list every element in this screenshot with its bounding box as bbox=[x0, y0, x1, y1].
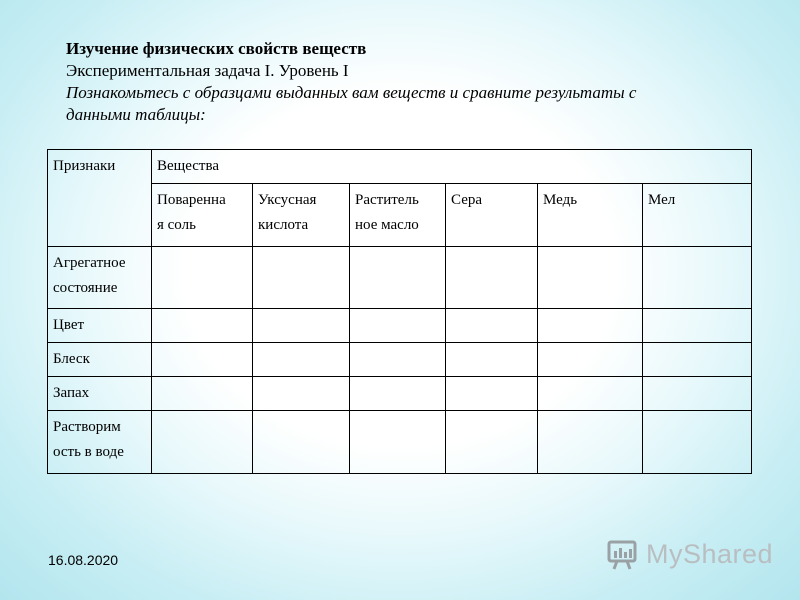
substance-name-line: Раститель bbox=[355, 192, 419, 208]
empty-answer-cell[interactable] bbox=[253, 309, 350, 343]
empty-answer-cell[interactable] bbox=[643, 247, 752, 309]
substance-header-cell bbox=[446, 184, 538, 247]
empty-answer-cell[interactable] bbox=[350, 309, 446, 343]
empty-answer-cell[interactable] bbox=[253, 411, 350, 474]
empty-answer-cell[interactable] bbox=[152, 411, 253, 474]
empty-answer-cell[interactable] bbox=[350, 343, 446, 377]
table-row bbox=[48, 343, 752, 377]
substance-header-cell bbox=[538, 184, 643, 247]
substance-name-line: Медь bbox=[543, 192, 578, 208]
substance-header-cell bbox=[643, 184, 752, 247]
property-label-cell bbox=[48, 247, 152, 309]
property-label-line: Цвет bbox=[53, 317, 85, 333]
substance-names-row bbox=[48, 184, 752, 247]
corner-header-label: Признаки bbox=[53, 158, 116, 174]
substance-header-cell bbox=[350, 184, 446, 247]
property-label-line: Блеск bbox=[53, 351, 90, 367]
substance-name-line: Сера bbox=[451, 192, 483, 208]
property-label-line: ость в воде bbox=[53, 444, 124, 460]
instruction-line-1: Познакомьтесь с образцами выданных вам веществ и сравните результаты с bbox=[66, 83, 637, 102]
empty-answer-cell[interactable] bbox=[253, 247, 350, 309]
instruction-line-2: данными таблицы: bbox=[66, 105, 206, 124]
empty-answer-cell[interactable] bbox=[446, 411, 538, 474]
myshared-logo-text: MyShared bbox=[646, 538, 774, 569]
empty-answer-cell[interactable] bbox=[446, 247, 538, 309]
table-row bbox=[48, 377, 752, 411]
table-row bbox=[48, 247, 752, 309]
empty-answer-cell[interactable] bbox=[446, 377, 538, 411]
empty-answer-cell[interactable] bbox=[446, 343, 538, 377]
table-header-row bbox=[48, 150, 752, 184]
substance-name-line: Мел bbox=[648, 192, 676, 208]
empty-answer-cell[interactable] bbox=[643, 377, 752, 411]
substance-name-line: кислота bbox=[258, 217, 309, 233]
property-label-cell bbox=[48, 411, 152, 474]
property-label-cell bbox=[48, 309, 152, 343]
property-label-cell bbox=[48, 377, 152, 411]
substance-header-cell bbox=[152, 184, 253, 247]
substance-name-line: я соль bbox=[157, 217, 196, 233]
empty-answer-cell[interactable] bbox=[643, 411, 752, 474]
property-label-line: состояние bbox=[53, 280, 118, 296]
empty-answer-cell[interactable] bbox=[538, 411, 643, 474]
property-label-line: Агрегатное bbox=[53, 255, 126, 271]
substance-name-line: ное масло bbox=[355, 217, 419, 233]
empty-answer-cell[interactable] bbox=[152, 247, 253, 309]
corner-header-cell bbox=[48, 150, 152, 247]
slide-header bbox=[66, 38, 766, 126]
myshared-logo-icon bbox=[606, 537, 640, 571]
empty-answer-cell[interactable] bbox=[446, 309, 538, 343]
empty-answer-cell[interactable] bbox=[538, 343, 643, 377]
substances-group-header bbox=[152, 150, 752, 184]
empty-answer-cell[interactable] bbox=[350, 377, 446, 411]
property-label-line: Запах bbox=[53, 385, 90, 401]
empty-answer-cell[interactable] bbox=[538, 377, 643, 411]
table-row bbox=[48, 411, 752, 474]
properties-table bbox=[47, 149, 752, 474]
empty-answer-cell[interactable] bbox=[350, 411, 446, 474]
task-subtitle: Экспериментальная задача I. Уровень I bbox=[66, 61, 349, 80]
empty-answer-cell[interactable] bbox=[643, 309, 752, 343]
slide-date: 16.08.2020 bbox=[48, 552, 119, 568]
substance-name-line: Уксусная bbox=[258, 192, 317, 208]
empty-answer-cell[interactable] bbox=[253, 343, 350, 377]
myshared-logo[interactable] bbox=[606, 536, 773, 572]
table-row bbox=[48, 309, 752, 343]
substance-name-line: Поваренна bbox=[157, 192, 226, 208]
slide-title: Изучение физических свойств веществ bbox=[66, 39, 367, 58]
empty-answer-cell[interactable] bbox=[538, 247, 643, 309]
empty-answer-cell[interactable] bbox=[253, 377, 350, 411]
empty-answer-cell[interactable] bbox=[538, 309, 643, 343]
empty-answer-cell[interactable] bbox=[350, 247, 446, 309]
substance-header-cell bbox=[253, 184, 350, 247]
empty-answer-cell[interactable] bbox=[643, 343, 752, 377]
empty-answer-cell[interactable] bbox=[152, 377, 253, 411]
property-label-cell bbox=[48, 343, 152, 377]
property-label-line: Растворим bbox=[53, 419, 121, 435]
substances-group-label: Вещества bbox=[157, 158, 219, 174]
empty-answer-cell[interactable] bbox=[152, 343, 253, 377]
empty-answer-cell[interactable] bbox=[152, 309, 253, 343]
